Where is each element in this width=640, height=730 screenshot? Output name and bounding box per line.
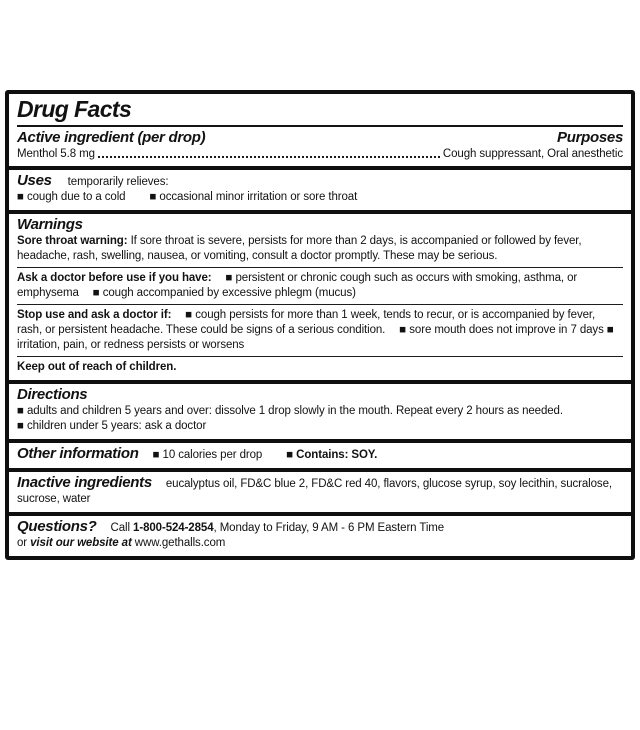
page-title: Drug Facts: [17, 96, 132, 122]
square-bullet-icon: ■: [399, 324, 407, 337]
calories-text: 10 calories per drop: [162, 449, 263, 462]
contains-soy-text: Contains: SOY.: [296, 449, 378, 462]
purposes-heading: Purposes: [557, 129, 623, 147]
stop-use-lead: Stop use and ask a doctor if:: [17, 309, 172, 322]
other-information-line: [17, 445, 623, 463]
directions-bullet-line: [17, 419, 623, 434]
sore-throat-warning-lead: Sore throat warning:: [17, 235, 128, 248]
sore-throat-warning-text: If sore throat is severe, persists for more than 2 days, is accompanied or followed by fever, headache, rash, swelling, nausea, or vomiting, consult a doctor promptly. These may be serious.: [17, 235, 582, 263]
square-bullet-icon: ■: [17, 405, 24, 418]
directions-bullet: children under 5 years: ask a doctor: [26, 420, 207, 433]
ingredient-row: [17, 147, 623, 161]
warnings-subdivider: [17, 267, 623, 268]
uses-bullet: occasional minor irritation or sore throat: [159, 191, 358, 204]
directions-bullet-line: [17, 404, 623, 419]
ask-doctor-lead: Ask a doctor before use if you have:: [17, 272, 212, 285]
section-inactive-ingredients: [9, 472, 631, 512]
uses-bullet: cough due to a cold: [26, 191, 126, 204]
section-directions: [9, 384, 631, 439]
square-bullet-icon: ■: [17, 420, 24, 433]
square-bullet-icon: ■: [17, 191, 24, 204]
stop-use-bullet: sore mouth does not improve in 7 days: [409, 324, 604, 337]
directions-heading: Directions: [17, 386, 88, 404]
other-information-heading: Other information: [17, 445, 139, 463]
directions-bullet: adults and children 5 years and over: dissolve 1 drop slowly in the mouth. Repeat every 2 hours as needed.: [26, 405, 563, 418]
square-bullet-icon: ■: [149, 191, 157, 204]
active-ingredient-heading: Active ingredient (per drop): [17, 129, 206, 147]
ingredient-purpose: Cough suppressant, Oral anesthetic: [442, 148, 623, 161]
square-bullet-icon: ■: [225, 272, 233, 285]
square-bullet-icon: ■: [606, 324, 614, 337]
section-uses: [9, 170, 631, 210]
inactive-ingredients-text: eucalyptus oil, FD&C blue 2, FD&C red 40, flavors, glucose syrup, soy lecithin, sucralose, sucrose, water: [17, 478, 612, 506]
uses-intro: temporarily relieves:: [67, 176, 169, 189]
sore-throat-warning-paragraph: [17, 234, 623, 264]
uses-heading: Uses: [17, 172, 52, 190]
questions-call-line: [17, 518, 623, 536]
square-bullet-icon: ■: [92, 287, 100, 300]
ask-doctor-paragraph: [17, 271, 623, 301]
call-prefix: Call: [110, 522, 130, 535]
warnings-subdivider: [17, 356, 623, 357]
square-bullet-icon: ■: [152, 449, 160, 462]
warnings-subdivider: [17, 304, 623, 305]
dotted-leader: [98, 156, 440, 158]
uses-bullets-line: [17, 190, 623, 205]
keep-out-of-reach-text: Keep out of reach of children.: [17, 361, 177, 374]
questions-heading: Questions?: [17, 518, 97, 536]
title-section: [9, 94, 631, 123]
questions-website-line: [17, 536, 623, 551]
stop-use-bullet: irritation, pain, or redness persists or worsens: [17, 339, 245, 352]
inactive-ingredients-heading: Inactive ingredients: [17, 474, 152, 492]
drug-facts-label: [5, 90, 635, 560]
section-questions: [9, 516, 631, 556]
inactive-ingredients-paragraph: [17, 474, 623, 507]
square-bullet-icon: ■: [286, 449, 294, 462]
stop-use-bullet: cough persists for more than 1 week, tends to recur, or is accompanied by fever, rash, or persistent headache. These could be signs of a serious condition.: [17, 309, 596, 337]
website-label: visit our website at: [30, 537, 132, 550]
section-warnings: [9, 214, 631, 380]
stop-use-paragraph: [17, 308, 623, 353]
uses-heading-line: [17, 172, 623, 190]
section-active-ingredient: [9, 127, 631, 166]
ingredient-name: Menthol 5.8 mg: [17, 148, 95, 161]
ask-doctor-bullet: persistent or chronic cough such as occurs with smoking, asthma, or emphysema: [17, 272, 578, 300]
website-url: www.gethalls.com: [134, 537, 226, 550]
square-bullet-icon: ■: [185, 309, 193, 322]
section-other-information: [9, 443, 631, 468]
warnings-heading: Warnings: [17, 216, 83, 234]
website-prefix: or: [17, 537, 28, 550]
ask-doctor-bullet: cough accompanied by excessive phlegm (mucus): [102, 287, 356, 300]
phone-number: 1-800-524-2854: [133, 522, 214, 535]
call-suffix: , Monday to Friday, 9 AM - 6 PM Eastern Time: [213, 522, 445, 535]
